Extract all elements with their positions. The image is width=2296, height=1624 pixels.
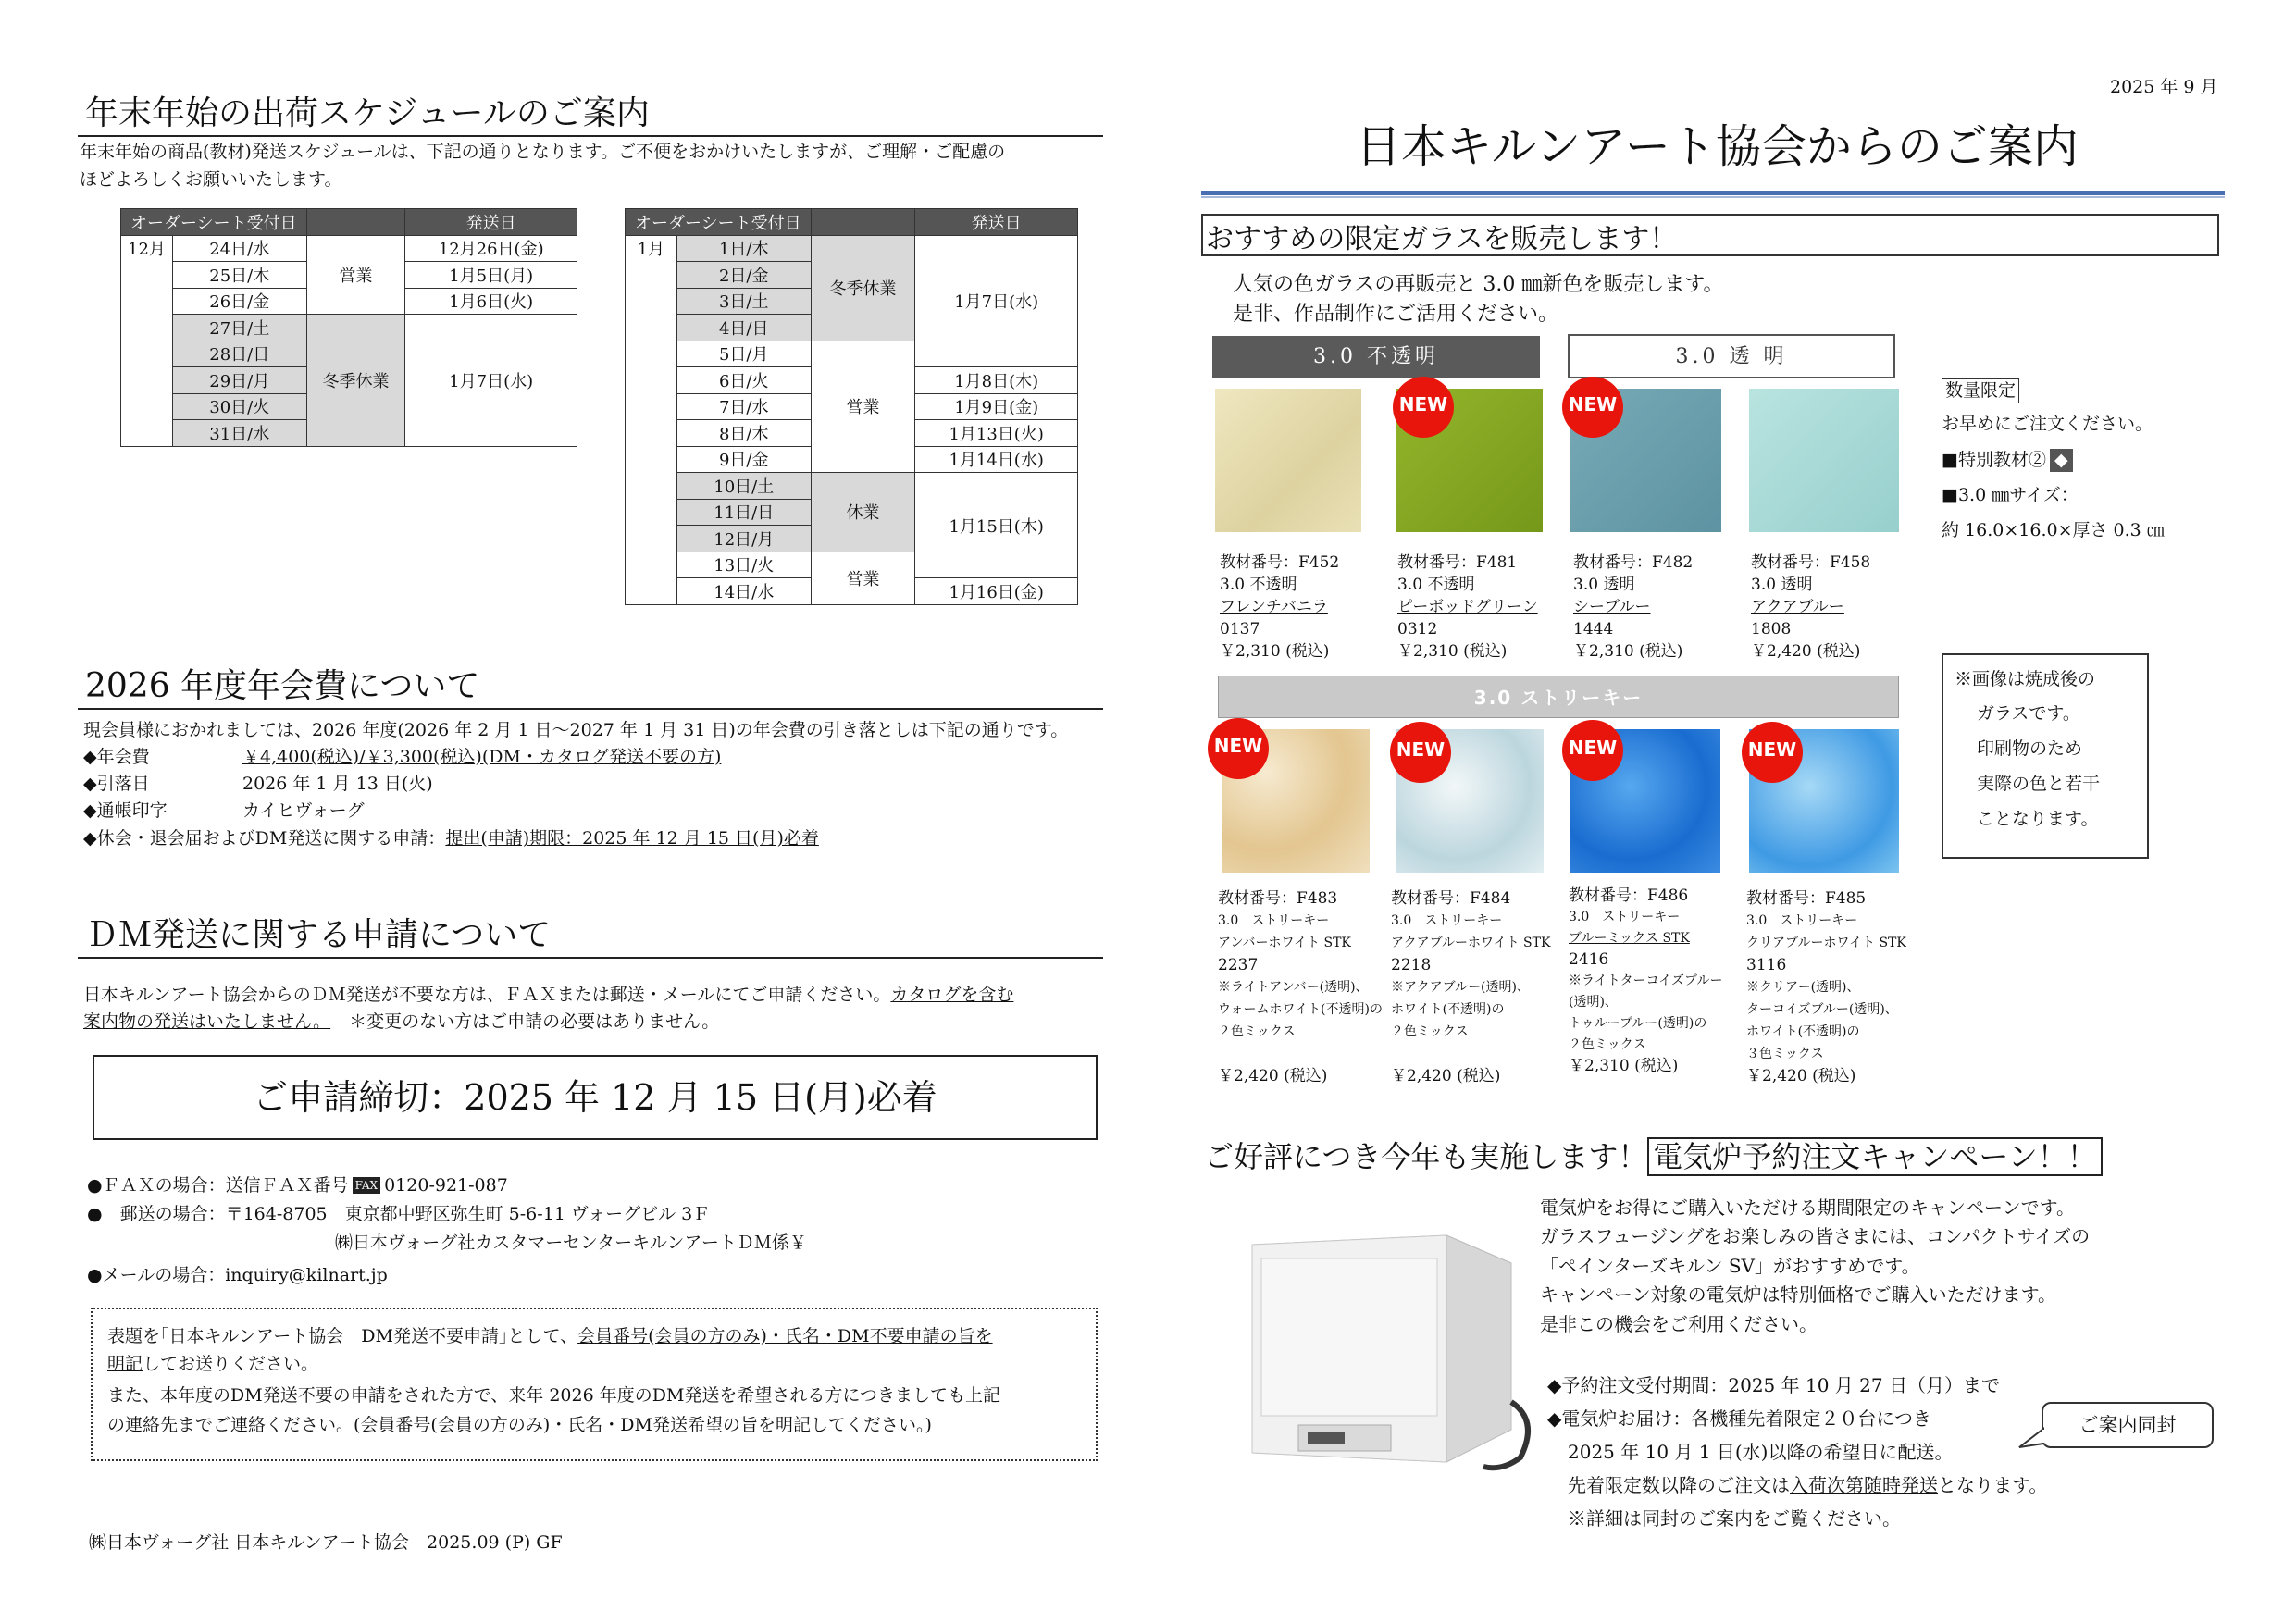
kiln-delivery: ◆電気炉お届け：各機種先着限定２０台につき [1547,1407,1931,1430]
t1-day: 27日/土 [172,315,306,341]
product-F452 [1220,552,1339,663]
dm-post-recipient: ㈱日本ヴォーグ社カスタマーセンターキルンアートＤＭ係￥ [335,1233,807,1253]
t1-day: 31日/水 [172,420,306,447]
order-early: お早めにご注文ください。 [1942,414,2153,434]
schedule-intro-1: 年末年始の商品(教材)発送スケジュールは、下記の通りとなります。ご不便をおかけいたしますが、ご理解・ご配慮の [80,142,1006,162]
fee-title: 2026 年度年会費について [85,667,480,705]
t2-day: 11日/日 [676,499,811,526]
fee-label-bankbook: ◆通帳印字 [83,800,168,821]
dm-note4b: (会員番号(会員の方のみ)・氏名・DM発送希望の旨を明記してください。) [354,1415,932,1435]
header-streaky: 3.0 ストリーキー [1218,676,1899,718]
product-desc: ホワイト(不透明)の [1391,1002,1505,1017]
t2-day: 9日/金 [676,446,811,473]
disclaimer-1: ※画像は焼成後の [1955,669,2096,689]
product-number: 教材番号：F484 [1391,889,1511,908]
disclaimer-5: ことなります。 [1977,809,2099,829]
t2-ship: 1月16日(金) [915,578,1078,605]
glass-intro-1: 人気の色ガラスの再販売と 3.0 ㎜新色を販売します。 [1233,273,1724,296]
fee-value-date: 2026 年 1 月 13 日(火) [242,774,433,794]
fee-label-amount: ◆年会費 [83,747,150,767]
t1-header-ship: 発送日 [405,209,577,236]
product-code: 2416 [1569,950,1609,969]
t2-day: 7日/水 [676,393,811,420]
t2-day: 8日/木 [676,420,811,447]
product-desc: (透明)、 [1569,995,1618,1010]
dm-note1b: 会員番号(会員の方のみ)・氏名・DM不要申請の旨を [577,1326,993,1346]
kiln-period: ◆予約注文受付期間：2025 年 10 月 27 日（月）まで [1547,1374,2000,1396]
disclaimer-4: 実際の色と若干 [1977,774,2101,794]
product-desc: ウォームホワイト(不透明)の [1218,1002,1383,1017]
t1-status: 営業 [306,235,405,315]
dm-deadline: ご申請締切：2025 年 12 月 15 日(月)必着 [253,1077,937,1118]
enclosed-bubble-text: ご案内同封 [2079,1414,2177,1436]
size-value: 約 16.0×16.0×厚さ 0.3 ㎝ [1942,520,2165,540]
t2-day: 12日/月 [676,526,811,552]
left-footer: ㈱日本ヴォーグ社 日本キルンアート協会 2025.09 (P) GF [89,1532,563,1553]
dm-intro1: 日本キルンアート協会からのＤＭ発送が不要な方は、ＦＡＸまたは郵送・メールにてご申請ください。 [83,985,891,1005]
t2-status: 冬季休業 [811,235,915,341]
t2-status: 営業 [811,552,915,604]
glass-title: おすすめの限定ガラスを販売します！ [1206,223,1678,255]
product-desc: ２色ミックス [1218,1024,1296,1039]
dm-fax-number: 0120-921-087 [384,1175,508,1196]
t2-day: 6日/火 [676,367,811,394]
dm-note4a: の連絡先までご連絡ください。 [107,1415,354,1435]
product-spec: 3.0 ストリーキー [1569,910,1681,924]
product-F458 [1751,552,1870,663]
dm-title: ＤＭ発送に関する申請について [85,916,552,954]
t2-day: 10日/土 [676,473,811,500]
product-number: 教材番号：F481 [1397,553,1518,572]
kiln-after-a: 先着限定数以降のご注文は [1568,1474,1790,1496]
kiln-after-b: 入荷次第随時発送 [1790,1474,1938,1496]
product-number: 教材番号：F482 [1573,553,1694,572]
product-price: ￥2,420 (税込) [1391,1067,1501,1085]
product-code: 0137 [1220,620,1260,638]
special-material-line [1942,449,2073,472]
kiln-body-2: ガラスフュージングをお楽しみの皆さまには、コンパクトサイズの [1540,1225,2091,1247]
t2-ship: 1月9日(金) [915,393,1078,420]
product-F483 [1218,887,1383,1087]
product-name: ブルーミックス STK [1569,931,1690,946]
product-name: アンバーホワイト STK [1218,936,1351,950]
t2-ship: 1月15日(木) [915,473,1078,578]
new-badge: NEW [1208,718,1269,779]
t1-day: 25日/木 [172,262,306,289]
product-spec: 3.0 ストリーキー [1391,913,1503,928]
product-spec: 3.0 透明 [1751,576,1813,594]
kiln-after-c: となります。 [1938,1474,2048,1496]
enclosed-bubble [2042,1402,2214,1448]
product-number: 教材番号：F485 [1746,889,1867,908]
t1-day: 30日/火 [172,393,306,420]
t2-header-ship: 発送日 [915,209,1078,236]
t1-ship: 1月7日(水) [405,315,577,447]
t1-status: 冬季休業 [306,315,405,447]
t2-day: 14日/水 [676,578,811,605]
t1-header-order: オーダーシート受付日 [121,209,307,236]
t1-ship: 1月6日(火) [405,288,577,315]
kiln-detail: ※詳細は同封のご案内をご覧ください。 [1568,1507,1901,1530]
t1-ship: 12月26日(金) [405,235,577,262]
product-number: 教材番号：F486 [1569,886,1689,905]
title-double-rule [1201,191,2225,198]
t2-status: 休業 [811,473,915,552]
product-spec: 3.0 ストリーキー [1218,913,1330,928]
new-badge: NEW [1742,722,1803,783]
product-desc: トゥルーブルー(透明)の [1569,1016,1707,1031]
kiln-delivery-2: 2025 年 10 月 1 日(水)以降の希望日に配送。 [1568,1441,1954,1463]
january-schedule-table [625,208,1078,605]
product-desc: ※クリアー(透明)、 [1746,980,1860,995]
t2-day: 2日/金 [676,262,811,289]
product-name: アクアブルー [1751,598,1844,616]
fax-icon: FAX [353,1177,381,1194]
fee-title-rule [78,708,1103,710]
dm-title-rule [78,957,1103,959]
fee-deadline-label: ◆休会・退会届およびDM発送に関する申請： [83,828,446,849]
kiln-body-4: キャンペーン対象の電気炉は特別価格でご購入いただけます。 [1540,1283,2056,1306]
product-spec: 3.0 不透明 [1397,576,1475,594]
t1-day: 29日/月 [172,367,306,394]
dm-note-line2 [107,1353,318,1376]
dm-note-line1 [107,1325,993,1348]
product-code: 2218 [1391,956,1432,974]
dm-note-line4 [107,1414,932,1437]
dm-note1a: 表題を｢日本キルンアート協会 DM発送不要申請｣として、 [107,1326,578,1346]
t1-day: 28日/日 [172,341,306,367]
special-material: ■特別教材② [1942,450,2046,470]
dm-fax-line [87,1174,508,1197]
header-opaque: 3.0 不透明 [1212,336,1540,378]
bubble-tail [2017,1425,2045,1453]
dm-intro-line2 [83,1010,719,1034]
fee-value-amount: ￥4,400(税込)/￥3,300(税込)(DM・カタログ発送不要の方) [242,747,722,767]
kiln-image [1234,1208,1539,1476]
product-price: ￥2,420 (税込) [1218,1067,1328,1085]
t1-day: 26日/金 [172,288,306,315]
kiln-title-a: ご好評につき今年も実施します！ [1204,1139,1648,1174]
product-desc: ２色ミックス [1391,1024,1469,1039]
dm-intro1-underlined: カタログを含む [890,985,1014,1005]
schedule-intro-2: ほどよろしくお願いいたします。 [80,169,342,190]
product-code: 0312 [1397,620,1438,638]
dm-note3: また、本年度のDM発送不要の申請をされた方で、来年 2026 年度のDM発送を希望される方につきましても上記 [107,1385,1001,1406]
t2-month: 1月 [626,235,677,604]
fee-deadline-value: 提出(申請)期限：2025 年 12 月 15 日(月)必着 [445,828,819,849]
swatch-F452 [1215,389,1361,532]
product-number: 教材番号：F452 [1220,553,1340,572]
fee-label-date: ◆引落日 [83,774,150,794]
t2-status: 営業 [811,341,915,473]
schedule-title: 年末年始の出荷スケジュールのご案内 [85,94,650,132]
new-badge: NEW [1390,722,1451,783]
product-code: 2237 [1218,956,1259,974]
kiln-body-3: 「ペインターズキルン SV」がおすすめです。 [1540,1255,1920,1277]
dm-note2a: 明記 [107,1354,143,1374]
limited-label: 数量限定 [1942,378,2019,403]
product-F484 [1391,887,1550,1087]
product-spec: 3.0 ストリーキー [1746,913,1858,928]
product-name: フレンチバニラ [1220,598,1328,616]
december-schedule-table [120,208,577,447]
dm-mail: ●メールの場合：inquiry@kilnart.jp [87,1265,388,1285]
product-price: ￥2,310 (税込) [1220,642,1330,661]
t1-month: 12月 [121,235,173,446]
product-price: ￥2,420 (税込) [1751,642,1861,661]
product-spec: 3.0 不透明 [1220,576,1297,594]
product-desc: ３色ミックス [1746,1047,1824,1061]
kiln-drawing [1234,1208,1539,1476]
dm-post: ● 郵送の場合：〒164-8705 東京都中野区弥生町 5-6-11 ヴォーグビル 3Ｆ [87,1204,711,1224]
product-price: ￥2,310 (税込) [1397,642,1508,661]
glass-intro-2: 是非、作品制作にご活用ください。 [1233,303,1559,326]
product-F485 [1746,887,1906,1087]
fee-intro: 現会員様におかれましては、2026 年度(2026 年 2 月 1 日～2027 年 1 月 31 日)の年会費の引き落としは下記の通りです。 [83,720,1069,740]
product-price: ￥2,310 (税込) [1569,1057,1679,1075]
dm-intro2: ＊変更のない方はご申請の必要はありません。 [349,1011,720,1032]
new-badge: NEW [1562,720,1623,781]
product-name: ピーボッドグリーン [1397,598,1538,616]
fee-deadline-line [83,827,819,850]
t2-day: 5日/月 [676,341,811,367]
new-badge: NEW [1562,377,1623,438]
product-name: アクアブルーホワイト STK [1391,936,1551,950]
header-clear: 3.0 透 明 [1568,334,1895,378]
dm-fax-label: ●ＦＡＸの場合：送信ＦＡＸ番号 [87,1175,349,1196]
dm-note2b: してお送りください。 [143,1354,319,1374]
product-F486 [1569,886,1722,1077]
kiln-after-line [1568,1473,2047,1497]
product-code: 1444 [1573,620,1614,638]
product-F482 [1573,552,1693,663]
product-desc: ホワイト(不透明)の [1746,1024,1860,1039]
issue-date: 2025 年 9 月 [2110,77,2218,97]
t2-ship: 1月8日(木) [915,367,1078,394]
t1-header-blank [306,209,405,236]
product-desc: ターコイズブルー(透明)、 [1746,1002,1898,1017]
t1-day: 24日/水 [172,235,306,262]
product-number: 教材番号：F483 [1218,889,1338,908]
t2-day: 13日/火 [676,552,811,578]
product-desc: ※ライトターコイズブルー [1569,973,1723,988]
t1-ship: 1月5日(月) [405,262,577,289]
kiln-title-b: 電気炉予約注文キャンペーン！！ [1647,1137,2102,1176]
t2-ship: 1月7日(水) [915,235,1078,367]
disclaimer-2: ガラスです。 [1977,703,2080,724]
dm-intro2-underlined: 案内物の発送はいたしません。 [83,1011,331,1032]
product-spec: 3.0 透明 [1573,576,1635,594]
dm-intro-line1 [83,984,1013,1007]
kiln-body-1: 電気炉をお得にご購入いただける期間限定のキャンペーンです。 [1540,1196,2075,1219]
new-badge: NEW [1393,377,1454,438]
t2-header-blank [811,209,915,236]
t2-ship: 1月14日(水) [915,446,1078,473]
t2-day: 3日/土 [676,288,811,315]
main-title: 日本キルンアート協会からのご案内 [1356,120,2079,173]
diamond-icon: ◆ [2050,449,2073,472]
product-number: 教材番号：F458 [1751,553,1871,572]
kiln-body-5: 是非この機会をご利用ください。 [1540,1313,1818,1335]
product-name: シーブルー [1573,598,1651,616]
t2-day: 4日/日 [676,315,811,341]
schedule-title-rule [78,135,1103,137]
product-desc: ２色ミックス [1569,1037,1646,1052]
product-F481 [1397,552,1538,663]
product-code: 1808 [1751,620,1792,638]
kiln-title-line [1204,1134,2103,1176]
t2-ship: 1月13日(火) [915,420,1078,447]
t2-day: 1日/木 [676,235,811,262]
product-name: クリアブルーホワイト STK [1746,936,1906,950]
size-label: ■3.0 ㎜サイズ： [1942,485,2079,505]
product-price: ￥2,420 (税込) [1746,1067,1856,1085]
fee-value-bankbook: カイヒヴォーグ [242,800,365,821]
product-price: ￥2,310 (税込) [1573,642,1683,661]
product-desc: ※ライトアンバー(透明)、 [1218,980,1369,995]
product-code: 3116 [1746,956,1787,974]
swatch-F458 [1749,389,1899,532]
t2-header-order: オーダーシート受付日 [626,209,812,236]
product-desc: ※アクアブルー(透明)、 [1391,980,1530,995]
dm-deadline-box [93,1055,1098,1140]
disclaimer-3: 印刷物のため [1977,738,2083,759]
